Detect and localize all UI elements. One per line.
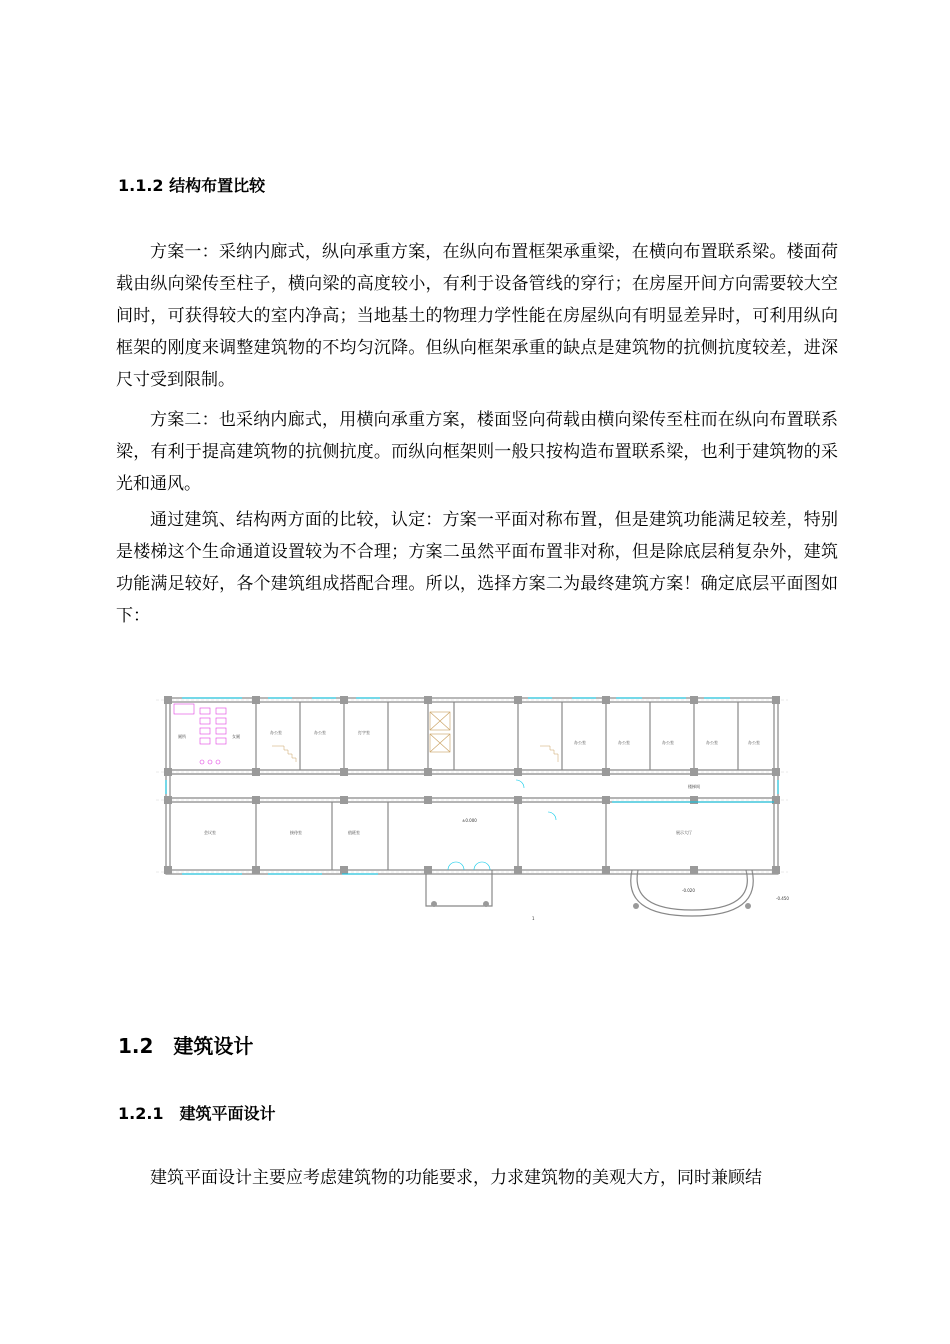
section-1-2-1-heading: 1.2.1 建筑平面设计 xyxy=(118,1104,276,1123)
paragraph-plan-two: 方案二：也采纳内廊式，用横向承重方案，楼面竖向荷载由横向梁传至柱而在纵向布置联系梁，有利于提高建筑物的抗侧抗度。而纵向框架则一般只按构造布置联系梁，也利于建筑物的采光和通风。 xyxy=(116,410,838,494)
outside-level-label: -0.450 xyxy=(776,896,789,901)
room-label-meeting: 会议室 xyxy=(204,830,216,835)
room-label-office-3: 办公室 xyxy=(574,740,586,745)
room-label-stair-hall: 楼梯间 xyxy=(688,784,700,789)
plan-door-swings xyxy=(448,780,556,870)
room-label-office-2: 办公室 xyxy=(314,730,326,735)
plan-room-labels xyxy=(178,729,789,921)
section-1-1-2-heading: 1.1.2 结构布置比较 xyxy=(118,176,266,195)
plan-windows xyxy=(166,698,778,874)
room-label-duty: 值班室 xyxy=(348,830,360,835)
room-label-office-1: 办公室 xyxy=(270,730,282,735)
room-label-typing: 打字室 xyxy=(358,730,370,735)
room-label-exhibition-hall: 展示大厅 xyxy=(676,830,692,835)
paragraph-plan-one: 方案一：采纳内廊式，纵向承重方案，在纵向布置框架承重梁，在横向布置联系梁。楼面荷载由纵向梁传至柱子，横向梁的高度较小，有利于设备管线的穿行；在房屋开间方向需要较大空间时，可获得较大的室内净高；当地基土的物理力学性能在房屋纵向有明显差异时，可利用纵向框架的刚度来调整建筑物的不均匀沉降。但纵向框架承重的缺点是建筑物的抗侧抗度较差，进深尺寸受到限制。 xyxy=(116,242,838,390)
room-label-female-toilet: 女厕 xyxy=(232,734,240,739)
entrance-level-label: -0.020 xyxy=(682,888,695,893)
room-label-reception: 接待室 xyxy=(290,830,302,835)
plan-stairs xyxy=(272,746,558,762)
room-label-toilet: 厕所 xyxy=(178,734,186,739)
plan-walls xyxy=(166,698,778,916)
room-label-office-5: 办公室 xyxy=(662,740,674,745)
paragraph-plan-design: 建筑平面设计主要应考虑建筑物的功能要求，力求建筑物的美观大方，同时兼顾结 xyxy=(150,1168,762,1188)
room-label-office-4: 办公室 xyxy=(618,740,630,745)
room-label-office-6: 办公室 xyxy=(706,740,718,745)
section-1-2-heading: 1.2 建筑设计 xyxy=(118,1034,254,1058)
room-label-office-7: 办公室 xyxy=(748,740,760,745)
paragraph-comparison: 通过建筑、结构两方面的比较，认定：方案一平面对称布置，但是建筑功能满足较差，特别是楼梯这个生命通道设置较为不合理；方案二虽然平面布置非对称，但是除底层稍复杂外，建筑功能满足较好，各个建筑组成搭配合理。所以，选择方案二为最终建筑方案！确定底层平面图如下： xyxy=(116,510,838,626)
plan-elevator xyxy=(430,712,450,752)
plan-marker-label: 1 xyxy=(532,916,535,921)
ground-floor-plan xyxy=(152,684,792,924)
room-label-lobby-level: ±0.000 xyxy=(462,818,477,823)
